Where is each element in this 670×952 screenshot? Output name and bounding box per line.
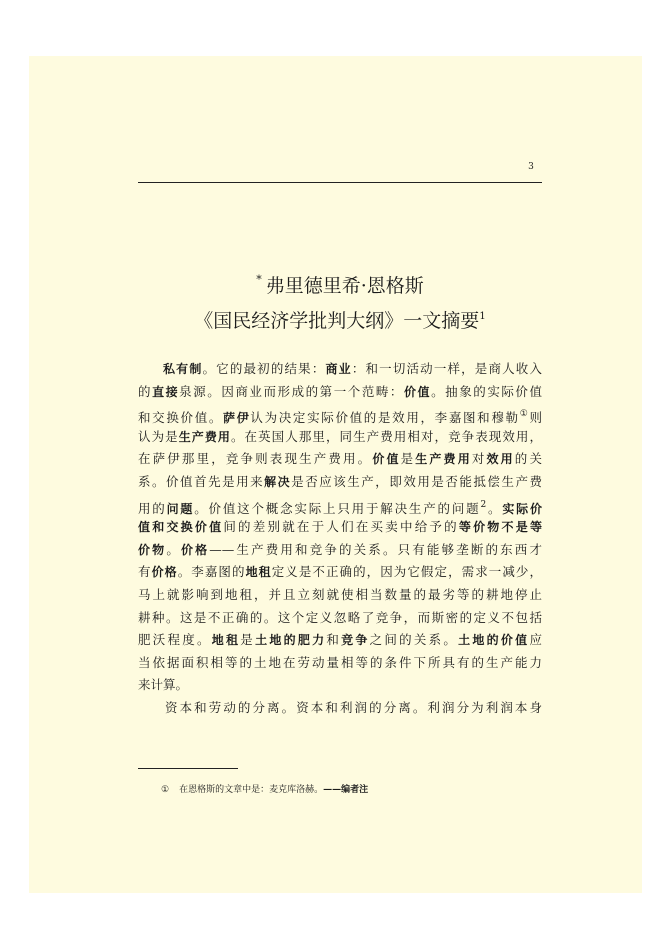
text-run: 是 — [240, 632, 256, 648]
text-run: 的关 — [514, 451, 542, 467]
emphasis: 解决 — [264, 474, 292, 489]
text-run: 。抽象的实际价值 — [431, 383, 542, 399]
body-text — [138, 358, 542, 720]
footnote-ref[interactable]: ① — [519, 409, 530, 420]
text-line — [138, 561, 542, 584]
text-line: 马上就影响到地租，并且立刻就使相当数量的最劣等的耕地停止 — [138, 586, 542, 602]
title-work — [138, 305, 542, 333]
emphasis: 问题 — [166, 501, 195, 516]
text-run: 。 — [166, 541, 181, 557]
title-star-marker: * — [256, 273, 262, 286]
text-run: 和交换价值。 — [138, 410, 224, 426]
emphasis: 生产费用 — [415, 452, 472, 467]
emphasis: 土地的价值 — [458, 633, 530, 648]
text-run: 泉源。因商业而形成的第一个范畴： — [179, 383, 404, 399]
text-run: 有 — [138, 564, 152, 580]
emphasis: 实际价 — [502, 501, 542, 516]
emphasis: 萨伊 — [223, 411, 251, 426]
emphasis: 直接 — [152, 384, 180, 399]
text-run: 。在英国人那里，同生产费用相对，竞争表现效用， — [230, 428, 542, 444]
emphasis: 地租 — [245, 565, 272, 580]
text-run: 的 — [138, 383, 153, 399]
text-run: 。价值这个概念实际上只用于解决生产的问题 — [194, 500, 481, 516]
emphasis: 地租 — [211, 633, 241, 648]
emphasis: 价格 — [151, 565, 178, 580]
text-run: 是 — [400, 451, 416, 467]
text-line — [138, 426, 542, 449]
text-line — [138, 471, 542, 494]
text-run: 认为是 — [138, 428, 179, 444]
emphasis: 价物 — [138, 542, 167, 557]
emphasis: 价值 — [404, 384, 432, 399]
text-line — [138, 629, 542, 652]
text-run: 。它的最初的结果： — [202, 361, 326, 376]
emphasis: 值和交换价值 — [138, 520, 224, 535]
emphasis: 价格 — [180, 542, 210, 557]
text-line — [138, 494, 542, 517]
text-run: 间的差别就在于人们在买卖中给予的 — [223, 519, 459, 535]
header-rule — [138, 182, 542, 183]
text-line: 当依据面积相等的土地在劳动量相等的条件下所具有的生产能力 — [138, 654, 542, 670]
footnote-text: 在恩格斯的文章中是：麦克库洛赫。 — [179, 785, 324, 795]
endnote-ref[interactable]: 2 — [480, 499, 487, 510]
text-run: 定义是不正确的，因为它假定，需求一减少， — [271, 564, 542, 580]
footnote-dash: —— — [323, 785, 342, 795]
text-run: 在萨伊那里，竞争则表现生产费用。 — [138, 451, 373, 467]
footnote-marker: ① — [161, 785, 170, 795]
text-run: 是否应该生产，即效用是否能抵偿生产费 — [291, 473, 542, 489]
author-name: 弗里德里希·恩格斯 — [265, 275, 424, 297]
work-title: 《国民经济学批判大纲》一文摘要 — [194, 310, 480, 332]
title-note-ref: 1 — [479, 311, 486, 322]
text-run: 系。价值首先是用来 — [138, 473, 265, 489]
text-run: 认为决定实际价值的是效用，李嘉图和穆勒 — [250, 410, 520, 426]
text-run: 。 — [486, 500, 503, 516]
text-run: 对 — [471, 451, 487, 467]
text-line — [138, 403, 542, 426]
text-line: 来计算。 — [138, 677, 189, 693]
emphasis: 商业 — [325, 362, 352, 376]
emphasis: 竞争 — [341, 633, 370, 648]
emphasis: 生产费用 — [178, 429, 231, 444]
text-run: 应 — [529, 632, 542, 648]
text-run: 。李嘉图的 — [177, 564, 246, 580]
emphasis: 私有制 — [163, 362, 203, 376]
text-line — [138, 381, 542, 404]
text-line — [138, 358, 542, 381]
text-run: 肥沃程度。 — [138, 632, 212, 648]
text-line — [138, 448, 542, 471]
text-run: 用的 — [138, 500, 167, 516]
emphasis: 等价物不是等 — [458, 520, 542, 535]
text-line — [138, 516, 542, 539]
footnote — [161, 782, 368, 795]
text-run: ——生产费用和竞争的关系。只有能够垄断的东西才 — [209, 541, 542, 557]
footnote-rule — [138, 768, 238, 769]
emphasis: 价值 — [372, 452, 401, 467]
text-run: 之间的关系。 — [369, 632, 459, 648]
text-run: ：和一切活动一样，是商人收入 — [351, 361, 542, 376]
footnote-signature: 编者注 — [341, 785, 369, 795]
title-author — [138, 268, 542, 298]
text-run: 则 — [529, 410, 542, 426]
text-line: 耕种。这是不正确的。这个定义忽略了竞争，而斯密的定义不包括 — [138, 609, 542, 625]
emphasis: 土地的肥力 — [255, 633, 327, 648]
emphasis: 效用 — [486, 452, 515, 467]
text-run: 和 — [326, 632, 342, 648]
text-line — [138, 539, 542, 562]
page-number: 3 — [528, 162, 534, 172]
text-line: 资本和劳动的分离。资本和利润的分离。利润分为利润本身 — [165, 699, 542, 715]
